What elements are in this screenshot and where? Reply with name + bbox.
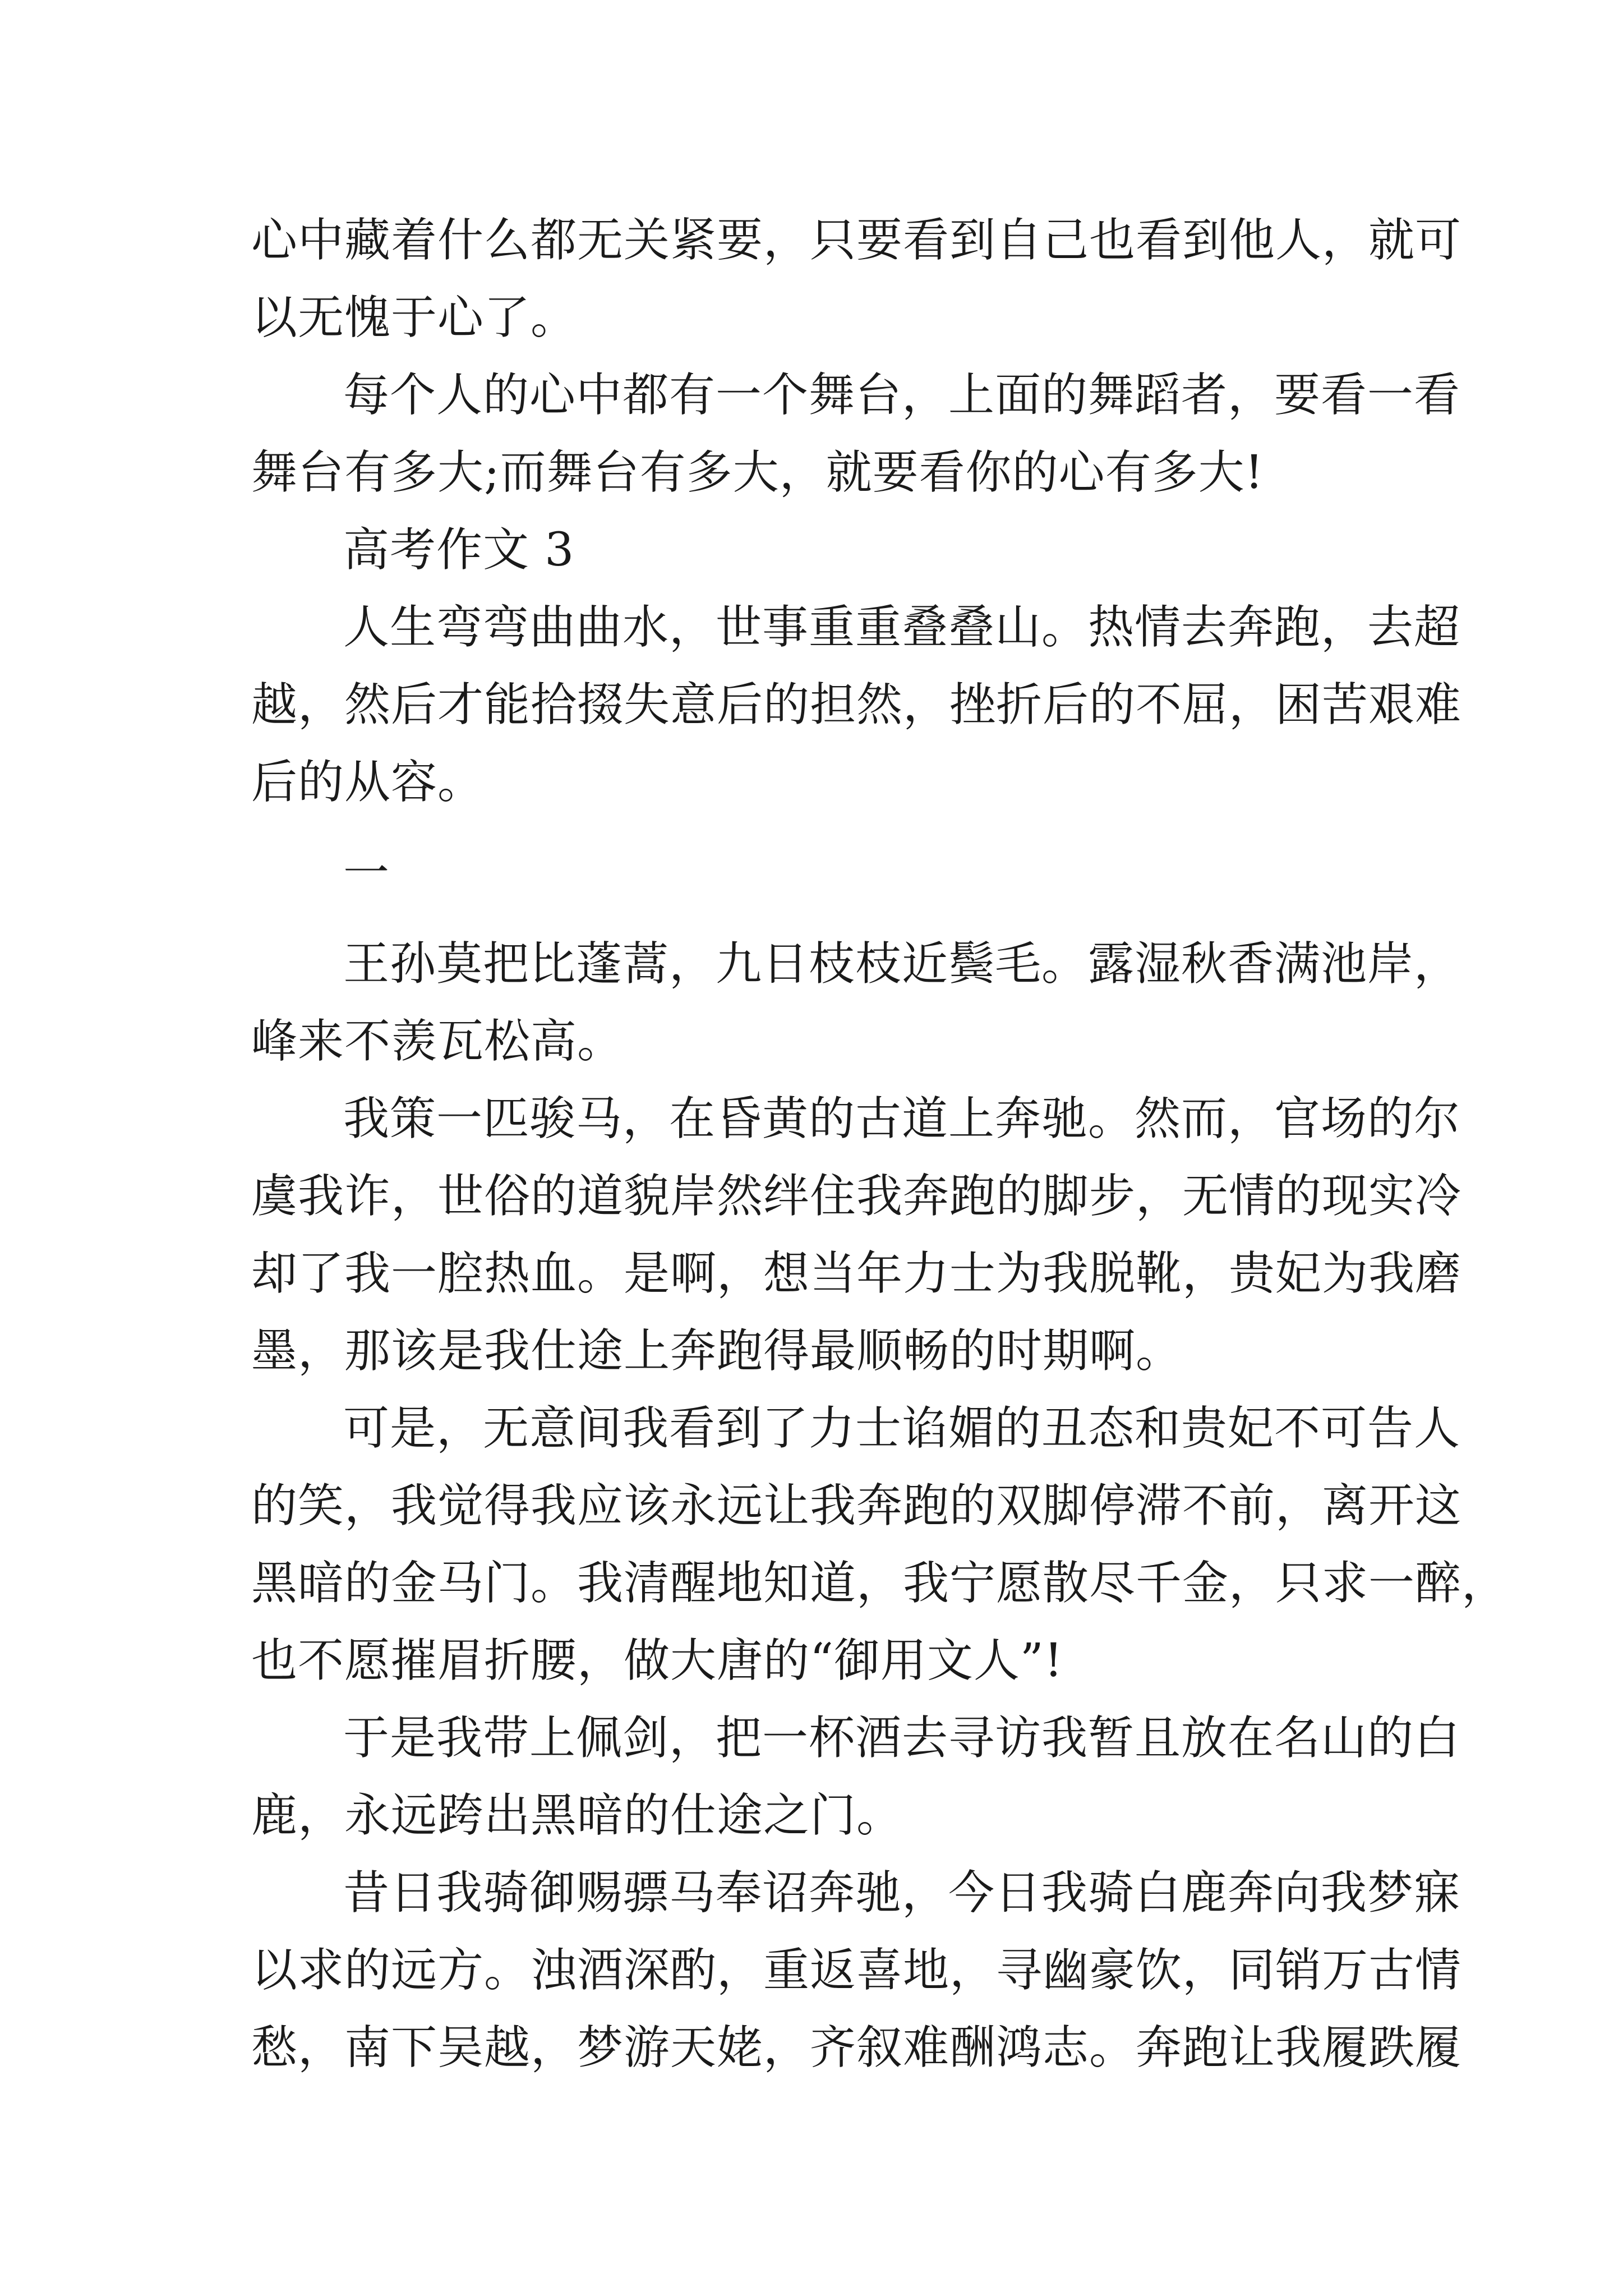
- text-line: 愁，南下吴越，梦游天姥，齐叙难酬鸿志。奔跑让我履跌履: [251, 2021, 1462, 2074]
- text-line: 也不愿摧眉折腰，做大唐的“御用文人”!: [251, 1634, 1063, 1687]
- text-line: 于是我带上佩剑，把一杯酒去寻访我暂且放在名山的白: [343, 1711, 1461, 1765]
- text-line: 后的从容。: [251, 756, 485, 809]
- paragraph-gap: [251, 821, 1390, 835]
- text-line: 以无愧于心了。: [251, 291, 578, 344]
- text-line: 墨，那该是我仕途上奔跑得最顺畅的时期啊。: [251, 1324, 1183, 1378]
- text-line: 鹿，永远跨出黑暗的仕途之门。: [251, 1789, 903, 1842]
- text-line: 峰来不羡瓦松高。: [251, 1015, 624, 1068]
- text-line: 的笑，我觉得我应该永远让我奔跑的双脚停滞不前，离开这: [251, 1479, 1462, 1533]
- heading-text: 高考作文 3: [343, 523, 575, 577]
- paragraph-gap: [251, 912, 1390, 926]
- text-line: 昔日我骑御赐骠马奉诏奔驰，今日我骑白鹿奔向我梦寐: [343, 1866, 1461, 1920]
- document-body: [251, 202, 1509, 2087]
- paragraph: [251, 1855, 1462, 2087]
- text-line: 每个人的心中都有一个舞台，上面的舞蹈者，要看一看: [343, 369, 1461, 422]
- paragraph: [251, 589, 1462, 821]
- section-heading: [251, 512, 1390, 589]
- text-line: 心中藏着什么都无关紧要，只要看到自己也看到他人，就可: [251, 214, 1462, 267]
- text-line: 王孙莫把比蓬蒿，九日枝枝近鬓毛。露湿秋香满池岸，: [343, 937, 1461, 991]
- paragraph: [251, 1390, 1509, 1700]
- section-marker: [251, 835, 1390, 912]
- paragraph: [251, 926, 1461, 1080]
- text-line: 舞台有多大;而舞台有多大，就要看你的心有多大!: [251, 446, 1264, 499]
- text-line: 我策一匹骏马，在昏黄的古道上奔驰。然而，官场的尔: [343, 1092, 1461, 1145]
- text-line: 人生弯弯曲曲水，世事重重叠叠山。热情去奔跑，去超: [343, 601, 1461, 654]
- paragraph: [251, 202, 1462, 357]
- text-line: 越，然后才能拾掇失意后的担然，挫折后的不屈，困苦艰难: [251, 678, 1462, 731]
- paragraph: [251, 1700, 1461, 1855]
- text-line: 可是，无意间我看到了力士谄媚的丑态和贵妃不可告人: [343, 1402, 1461, 1455]
- paragraph: [251, 1080, 1462, 1390]
- text-line: 黑暗的金马门。我清醒地知道，我宁愿散尽千金，只求一醉，: [251, 1557, 1509, 1610]
- text-line: 却了我一腔热血。是啊，想当年力士为我脱靴，贵妃为我磨: [251, 1247, 1462, 1300]
- text-line: 虞我诈，世俗的道貌岸然绊住我奔跑的脚步，无情的现实冷: [251, 1170, 1462, 1223]
- paragraph: [251, 357, 1461, 512]
- section-number: 一: [343, 846, 390, 900]
- text-line: 以求的远方。浊酒深酌，重返喜地，寻幽豪饮，同销万古情: [251, 1944, 1462, 1997]
